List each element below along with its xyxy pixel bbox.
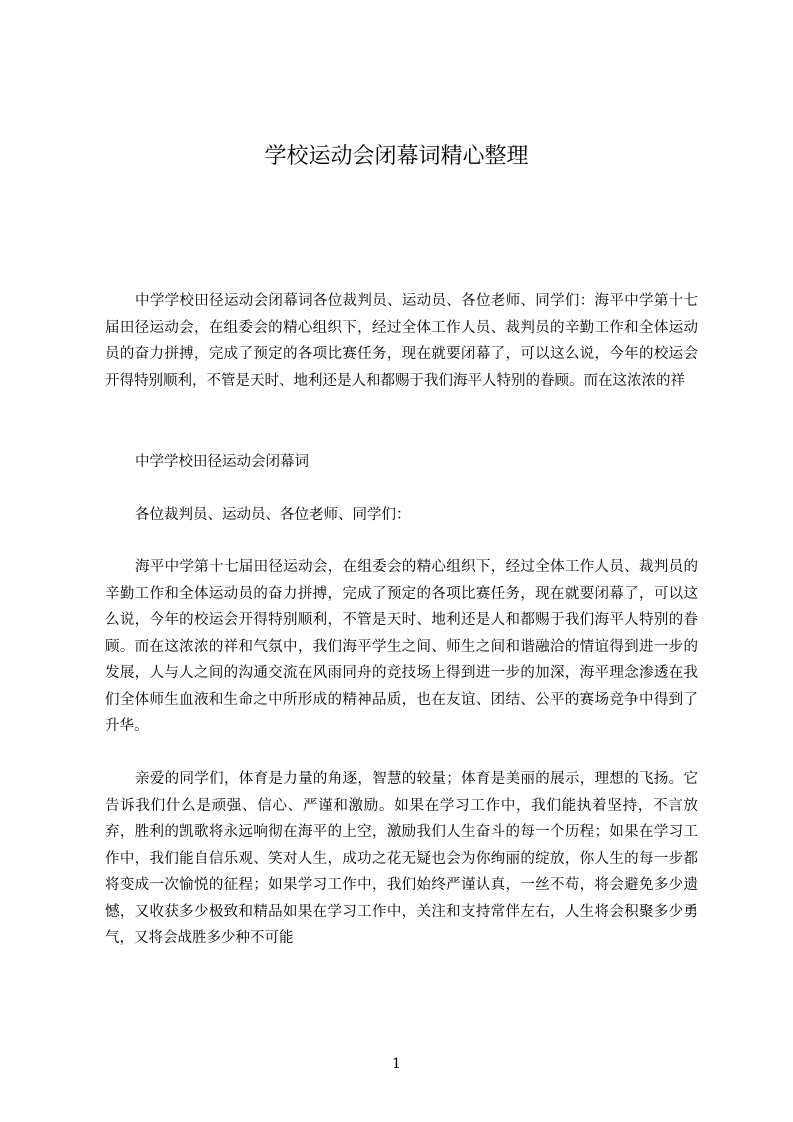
- page-number: 1: [392, 1056, 401, 1072]
- paragraph-salutation: 各位裁判员、运动员、各位老师、同学们：: [135, 507, 411, 523]
- document-title: 学校运动会闭幕词精心整理: [264, 144, 529, 169]
- paragraph-body-2: 亲爱的同学们，体育是力量的角逐，智慧的较量；体育是美丽的展示，理想的飞扬。它告诉我们什么是顽强、信心、严谨和激励。如果在学习工作中，我们能执着坚持，不言放弃，胜利的凯歌将永远响彻在海平的上空，激励我们人生奋斗的每一个历程；如果在学习工作中，我们能自信乐观、笑对人生，成功之花无疑也会为你绚丽的绽放，你人生的每一步都将变成一次愉悦的征程；如果学习工作中，我们始终严谨认真，一丝不苟，将会避免多少遗憾，又收获多少极致和精品如果在学习工作中，关注和支持常伴左右，人生将会积聚多少勇气，又将会战胜多少种不可能: [105, 771, 698, 946]
- paragraph-summary: 中学学校田径运动会闭幕词各位裁判员、运动员、各位老师、同学们：海平中学第十七届田径运动会，在组委会的精心组织下，经过全体工作人员、裁判员的辛勤工作和全体运动员的奋力拼搏，完成了预定的各项比赛任务，现在就要闭幕了，可以这么说，今年的校运会开得特别顺利，不管是天时、地利还是人和都赐于我们海平人特别的眷顾。而在这浓浓的祥: [105, 293, 698, 389]
- paragraph-body-1: 海平中学第十七届田径运动会，在组委会的精心组织下，经过全体工作人员、裁判员的辛勤工作和全体运动员的奋力拼搏，完成了预定的各项比赛任务，现在就要闭幕了，可以这么说，今年的校运会开得特别顺利，不管是天时、地利还是人和都赐于我们海平人特别的眷顾。而在这浓浓的祥和气氛中，我们海平学生之间、师生之间和谐融洽的情谊得到进一步的发展，人与人之间的沟通交流在风雨同舟的竞技场上得到进一步的加深，海平理念渗透在我们全体师生血液和生命之中所形成的精神品质，也在友谊、团结、公平的赛场竞争中得到了升华。: [105, 559, 698, 734]
- paragraph-heading: 中学学校田径运动会闭幕词: [135, 454, 309, 470]
